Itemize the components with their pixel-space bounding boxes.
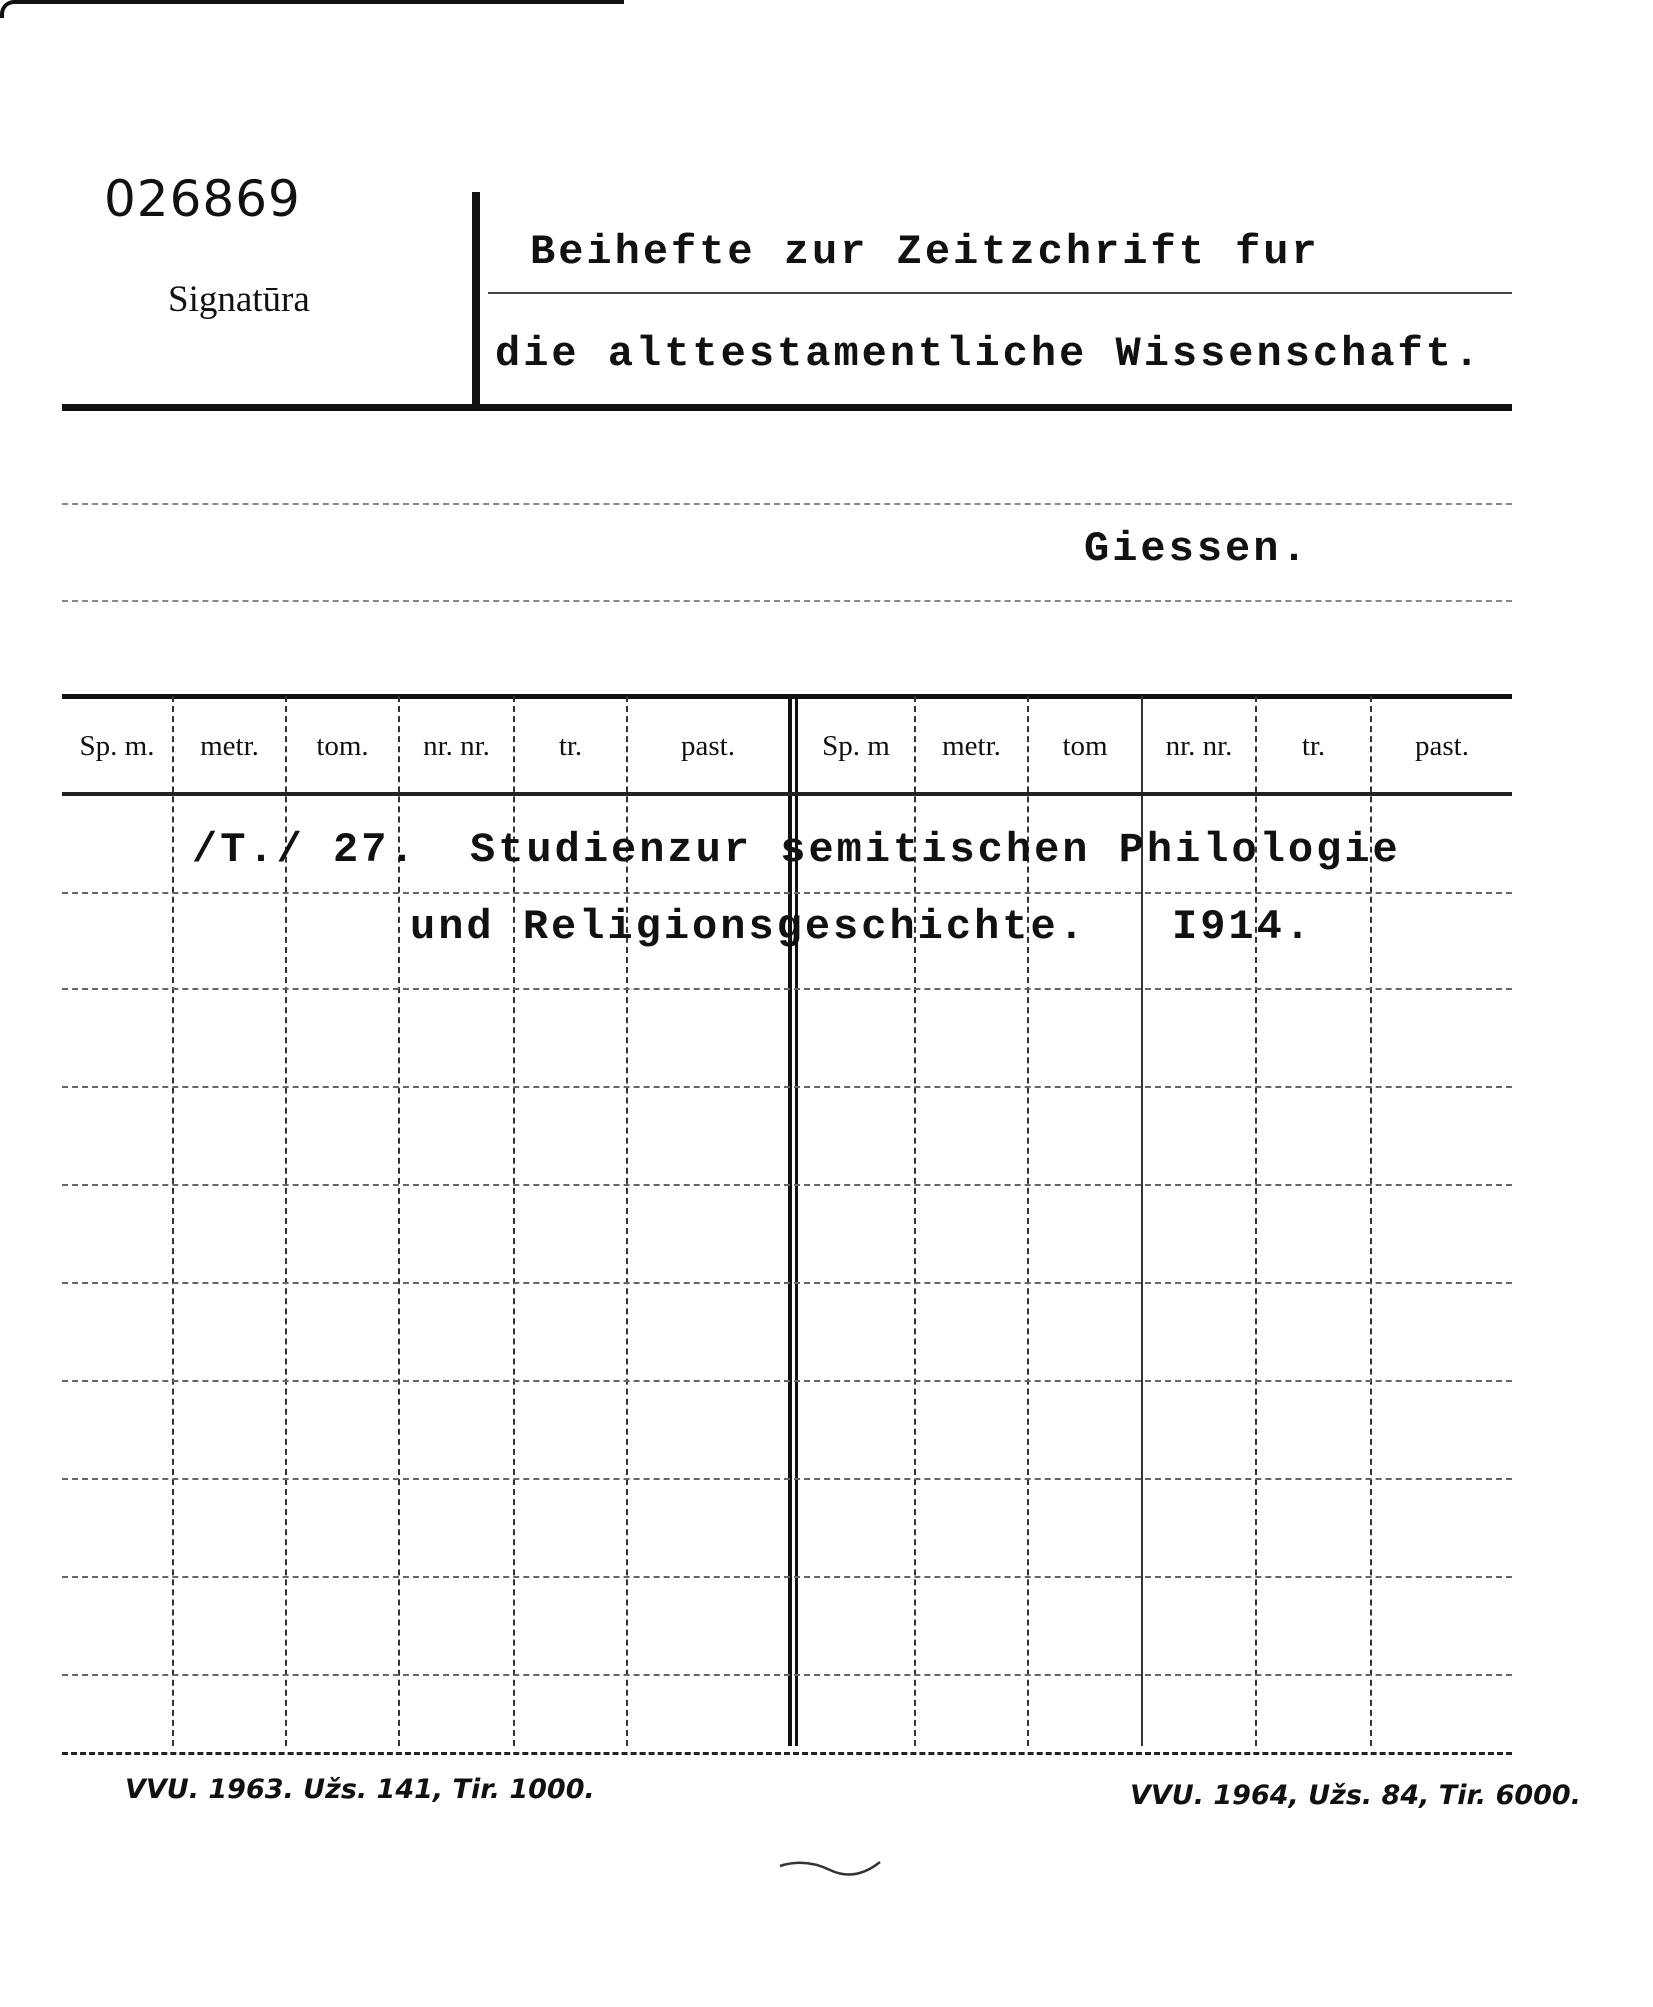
title-divider bbox=[472, 192, 480, 404]
entry-line-1: Studienzur semitischen Philologie bbox=[470, 826, 1401, 874]
entry-volume: /T./ 27. bbox=[192, 826, 418, 874]
column-header: nr. nr. bbox=[1165, 730, 1233, 762]
column-header: tr. bbox=[558, 730, 583, 762]
column-header: metr. bbox=[200, 730, 259, 762]
place-rule-bottom bbox=[62, 600, 1512, 602]
column-header: nr. nr. bbox=[423, 730, 490, 762]
title-line-1: Beihefte zur Zeitzchrift fur bbox=[530, 228, 1320, 276]
grid-top-rule bbox=[62, 694, 1512, 699]
print-stamp-right: VVU. 1964, Užs. 84, Tir. 6000. bbox=[1130, 1780, 1581, 1811]
title-line-2: die alttestamentliche Wissenschaft. bbox=[495, 330, 1483, 378]
row-rule bbox=[62, 1576, 1512, 1578]
column-divider bbox=[172, 696, 174, 1746]
row-rule bbox=[62, 1478, 1512, 1480]
row-rule bbox=[62, 1086, 1512, 1088]
title-rule bbox=[488, 292, 1512, 294]
row-rule bbox=[62, 1282, 1512, 1284]
signature-label: Signatūra bbox=[168, 279, 310, 320]
pen-stroke bbox=[780, 1862, 880, 1875]
column-header: Sp. m. bbox=[79, 730, 155, 762]
grid-header-rule bbox=[62, 792, 1512, 796]
column-header: Sp. m bbox=[822, 730, 890, 762]
entry-line-2: und Religionsgeschichte. bbox=[410, 903, 1087, 951]
publication-place: Giessen. bbox=[1084, 525, 1310, 573]
row-rule bbox=[62, 1674, 1512, 1676]
card-corner-border bbox=[0, 0, 624, 18]
row-rule bbox=[62, 1184, 1512, 1186]
column-header: past. bbox=[1415, 730, 1469, 762]
grid-bottom-rule bbox=[62, 1752, 1512, 1755]
row-rule bbox=[62, 988, 1512, 990]
pen-mark bbox=[775, 1848, 885, 1888]
row-rule bbox=[62, 1380, 1512, 1382]
column-header: past. bbox=[681, 730, 735, 762]
column-header: metr. bbox=[942, 730, 1001, 762]
print-stamp-left: VVU. 1963. Užs. 141, Tir. 1000. bbox=[125, 1774, 595, 1805]
signature-number: 026869 bbox=[104, 170, 301, 228]
row-rule bbox=[62, 892, 1512, 894]
column-header: tr. bbox=[1301, 730, 1326, 762]
column-header: tom bbox=[1062, 730, 1108, 762]
header-rule bbox=[62, 404, 1512, 411]
place-rule-top bbox=[62, 503, 1512, 505]
column-header: tom. bbox=[316, 730, 369, 762]
entry-year: I914. bbox=[1172, 903, 1314, 951]
